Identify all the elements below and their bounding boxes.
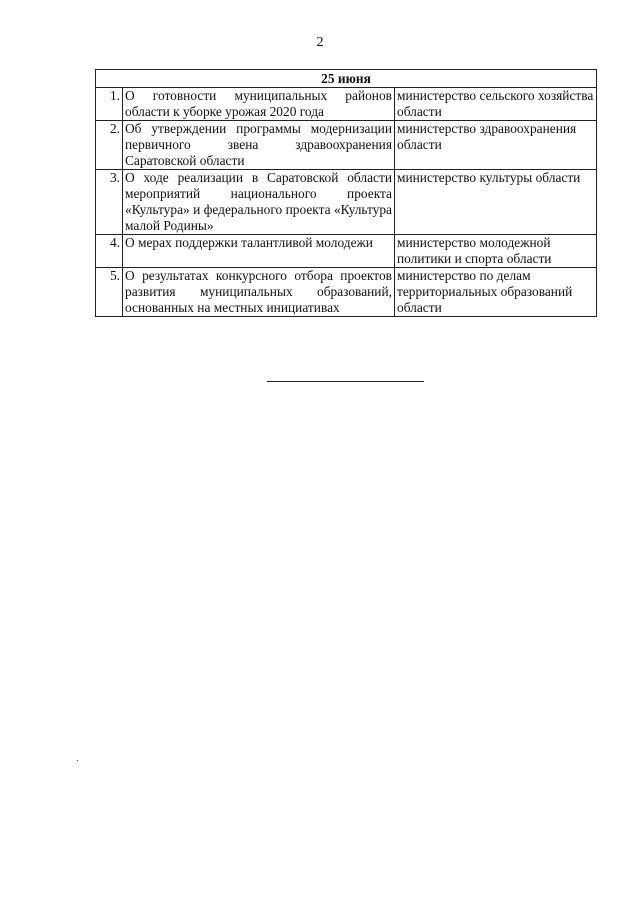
table-row [96,170,597,235]
row-number: 4. [96,235,123,268]
table-row [96,121,597,170]
schedule-table [95,69,597,317]
table-row [96,235,597,268]
end-separator-line [267,381,424,382]
row-number: 2. [96,121,123,170]
page-number: 2 [316,35,324,50]
row-responsible: министерство культуры области [395,170,597,235]
row-responsible: министерство по делам территориальных образований области [395,268,597,317]
date-header-row [96,70,597,88]
row-number: 5. [96,268,123,317]
row-topic: О ходе реализации в Саратовской области мероприятий национального проекта «Культура» и федерального проекта «Культура малой Родины» [123,170,395,235]
row-responsible: министерство здравоохранения области [395,121,597,170]
row-topic: Об утверждении программы модернизации первичного звена здравоохранения Саратовской области [123,121,395,170]
date-header: 25 июня [96,70,597,88]
row-number: 1. [96,88,123,121]
row-responsible: министерство сельского хозяйства области [395,88,597,121]
table-row [96,268,597,317]
scan-dot [77,760,78,761]
row-topic: О результатах конкурсного отбора проектов развития муниципальных образований, основанных на местных инициативах [123,268,395,317]
row-topic: О готовности муниципальных районов области к уборке урожая 2020 года [123,88,395,121]
row-responsible: министерство молодежной политики и спорта области [395,235,597,268]
row-topic: О мерах поддержки талантливой молодежи [123,235,395,268]
table-row [96,88,597,121]
row-number: 3. [96,170,123,235]
